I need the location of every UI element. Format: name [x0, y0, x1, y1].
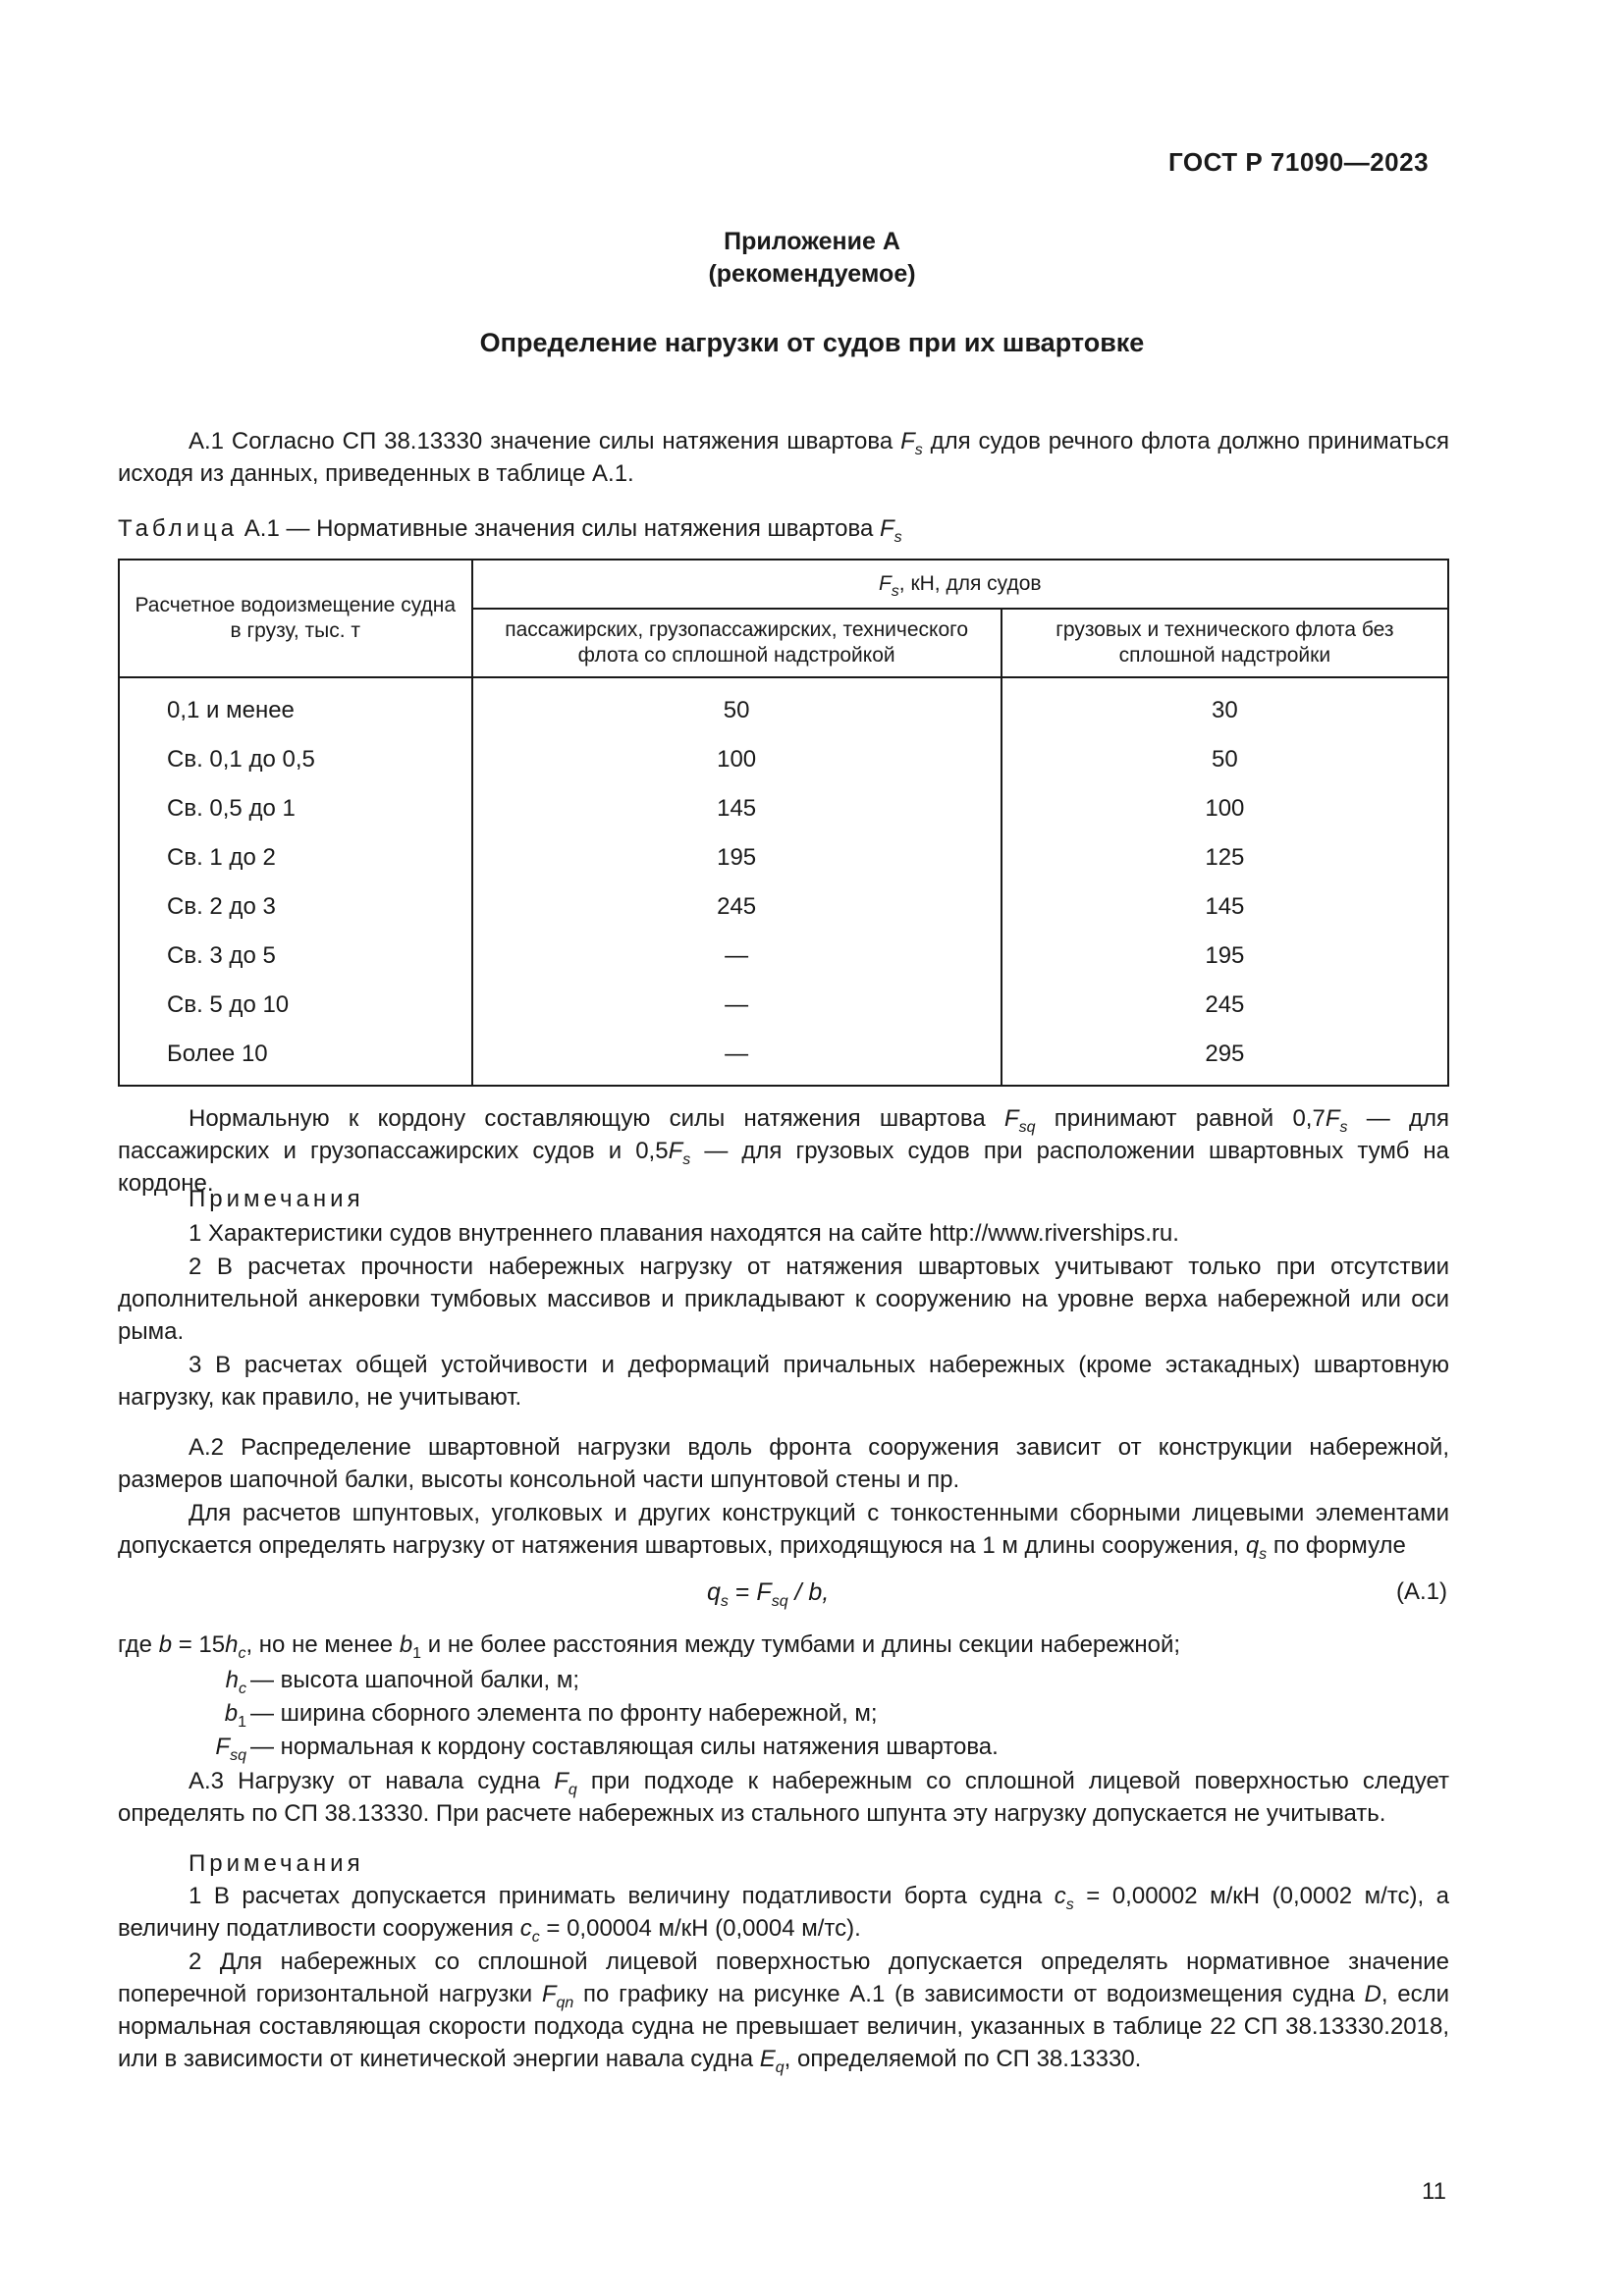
cell-cargo: 125 [1001, 833, 1448, 882]
cell-displacement: 0,1 и менее [119, 677, 472, 735]
cell-displacement: Св. 0,1 до 0,5 [119, 735, 472, 784]
column-header-cargo: грузовых и технического флота без сплошной надстройки [1001, 609, 1448, 677]
cell-cargo: 30 [1001, 677, 1448, 735]
note-1: 1 Характеристики судов внутреннего плавания находятся на сайте http://www.riverships.ru. [189, 1220, 1179, 1247]
mooring-force-table [118, 559, 1449, 1087]
notes-heading: Примечания [189, 1186, 364, 1212]
cell-passenger: — [472, 932, 1001, 981]
table-row [119, 932, 1448, 981]
cell-cargo: 195 [1001, 932, 1448, 981]
cell-passenger: 245 [472, 882, 1001, 932]
table-caption: Таблица А.1 — Нормативные значения силы натяжения швартова $F_s$ [118, 515, 902, 546]
cell-displacement: Св. 1 до 2 [119, 833, 472, 882]
page-number: 11 [1422, 2178, 1446, 2205]
formula-a1: $q_s = F_{sq} / b$, [707, 1578, 830, 1610]
cell-passenger: 50 [472, 677, 1001, 735]
cell-passenger: 100 [472, 735, 1001, 784]
table-row [119, 1030, 1448, 1086]
cell-cargo: 295 [1001, 1030, 1448, 1086]
column-header-group: $F_s$, кН, для судов [472, 560, 1448, 609]
table-row [119, 833, 1448, 882]
note-3: 3 В расчетах общей устойчивости и деформаций причальных набережных (кроме эстакадных) швартовную нагрузку, как правило, не учитывают. [118, 1352, 1449, 1411]
cell-cargo: 50 [1001, 735, 1448, 784]
paragraph-a2: А.2 Распределение швартовной нагрузки вдоль фронта сооружения зависит от конструкции набережной, размеров шапочной балки, высоты консольной части шпунтовой стены и пр. [118, 1434, 1449, 1493]
where-clause: где $b = 15h_c$, но не менее $b_1$ и не более расстояния между тумбами и длины секции набережной; [118, 1631, 1181, 1662]
notes-heading-2: Примечания [189, 1850, 364, 1877]
table-row [119, 882, 1448, 932]
cell-passenger: 145 [472, 784, 1001, 833]
table-row [119, 677, 1448, 735]
cell-cargo: 145 [1001, 882, 1448, 932]
cell-passenger: — [472, 1030, 1001, 1086]
appendix-title: Приложение А [724, 228, 900, 255]
cell-displacement: Более 10 [119, 1030, 472, 1086]
paragraph-normal-component: Нормальную к кордону составляющую силы натяжения швартова $F_{sq}$ принимают равной $0,7F_s$ — для пассажирских и грузопассажирских судов и $0,5F_s$ — для грузовых судов при расположении швартовных тумб на кордоне. [118, 1105, 1449, 1197]
appendix-subtitle: (рекомендуемое) [708, 260, 916, 288]
cell-passenger: — [472, 981, 1001, 1030]
table-row [119, 981, 1448, 1030]
paragraph-a1: А.1 Согласно СП 38.13330 значение силы натяжения швартова $F_s$ для судов речного флота должно приниматься исходя из данных, приведенных в таблице А.1. [118, 428, 1449, 487]
note-2: 2 В расчетах прочности набережных нагрузку от натяжения швартовых учитывают только при отсутствии дополнительной анкеровки тумбовых массивов и прикладывают к сооружению на уровне верха набережной или оси рыма. [118, 1254, 1449, 1345]
paragraph-a2-formula-intro: Для расчетов шпунтовых, уголковых и других конструкций с тонкостенными сборными лицевыми элементами допускается определять нагрузку от натяжения швартовых, приходящуюся на 1 м длины сооружения, $q_s$ по формуле [118, 1500, 1449, 1563]
column-header-passenger: пассажирских, грузопассажирских, технического флота со сплошной надстройкой [472, 609, 1001, 677]
cell-displacement: Св. 5 до 10 [119, 981, 472, 1030]
table-row [119, 735, 1448, 784]
cell-cargo: 100 [1001, 784, 1448, 833]
cell-passenger: 195 [472, 833, 1001, 882]
note2-2: 2 Для набережных со сплошной лицевой поверхностью допускается определять нормативное значение поперечной горизонтальной нагрузки $F_{qn}$ по графику на рисунке А.1 (в зависимости от водоизмещения судна D, если нормальная составляющая скорости подхода судна не превышает величин, указанных в таблице 22 СП 38.13330.2018, или в зависимости от кинетической энергии навала судна $E_q$, определяемой по СП 38.13330. [118, 1949, 1449, 2076]
formula-number: (А.1) [1396, 1578, 1448, 1605]
note2-1: 1 В расчетах допускается принимать величину податливости борта судна $c_s = 0,00002$ м/кН (0,0002 м/тс), а величину податливости сооружения $c_c = 0,00004$ м/кН (0,0004 м/тс). [118, 1883, 1450, 1946]
column-header-displacement: Расчетное водоизмещение судна в грузу, тыс. т [119, 560, 472, 677]
paragraph-a3: А.3 Нагрузку от навала судна $F_q$ при подходе к набережным со сплошной лицевой поверхностью следует определять по СП 38.13330. При расчете набережных из стального шпунта эту нагрузку допускается не учитывать. [118, 1768, 1449, 1827]
cell-cargo: 245 [1001, 981, 1448, 1030]
table-row [119, 784, 1448, 833]
cell-displacement: Св. 3 до 5 [119, 932, 472, 981]
document-code: ГОСТ Р 71090—2023 [1168, 147, 1430, 177]
section-title: Определение нагрузки от судов при их швартовке [479, 328, 1145, 357]
cell-displacement: Св. 2 до 3 [119, 882, 472, 932]
cell-displacement: Св. 0,5 до 1 [119, 784, 472, 833]
